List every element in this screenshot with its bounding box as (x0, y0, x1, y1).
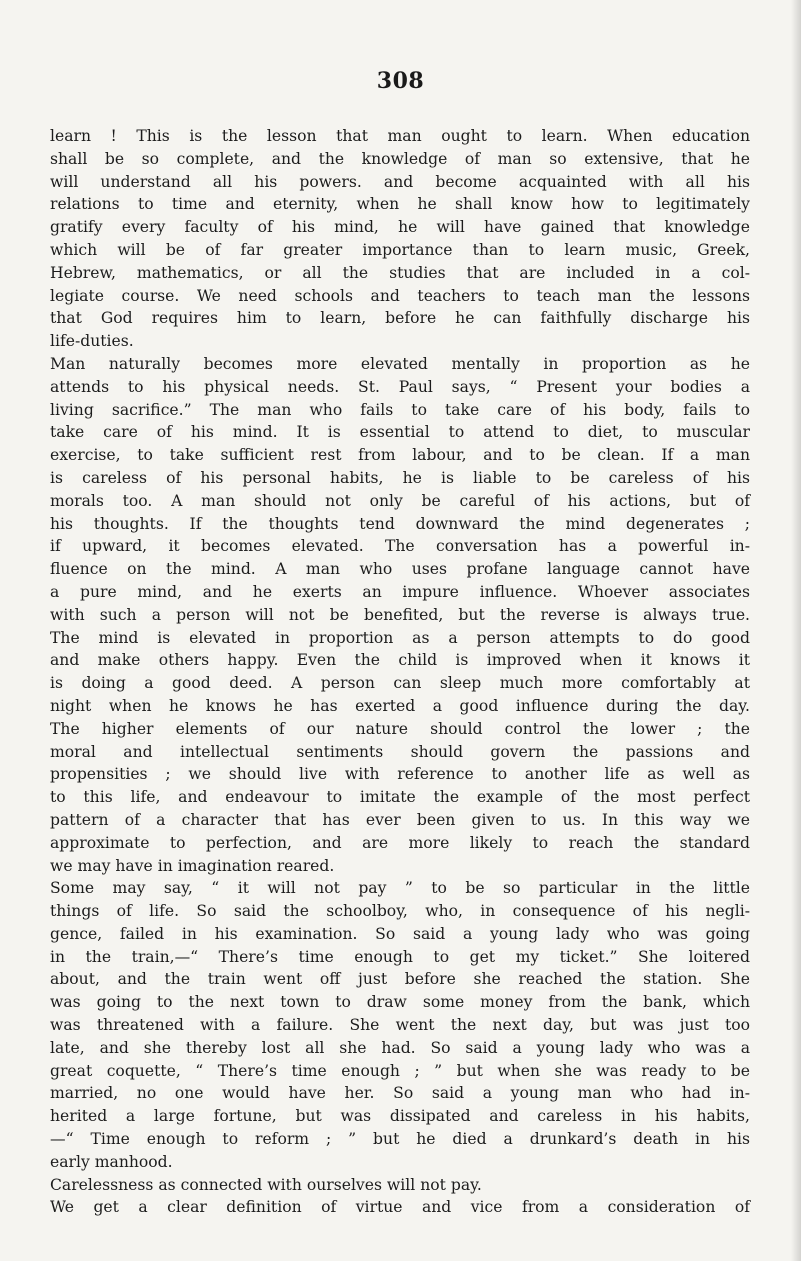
text-line: is careless of his personal habits, he is liable to be careless of his (50, 468, 750, 487)
text-line: propensities ; we should live with reference to another life as well as (50, 765, 750, 784)
text-line: The mind is elevated in proportion as a person attempts to do good (50, 628, 750, 647)
text-line: will understand all his powers. and become acquainted with all his (50, 172, 750, 191)
page-edge-shadow (791, 0, 801, 1261)
text-line: We get a clear definition of virtue and vice from a consideration of (50, 1198, 750, 1217)
text-line: learn ! This is the lesson that man ought to learn. When education (50, 127, 750, 145)
text-line: Man naturally becomes more elevated mentally in proportion as he (50, 354, 750, 373)
text-line: life-duties. (50, 332, 134, 351)
text-line: was going to the next town to draw some money from the bank, which (50, 993, 750, 1012)
text-line: early manhood. (50, 1152, 173, 1171)
text-line: which will be of far greater importance than to learn music, Greek, (50, 240, 750, 259)
text-line: in the train,—“ There’s time enough to get my ticket.” She loitered (50, 947, 750, 966)
page-number: 308 (376, 68, 425, 94)
text-line: was threatened with a failure. She went the next day, but was just too (50, 1016, 750, 1035)
text-line: and make others happy. Even the child is improved when it knows it (50, 651, 750, 670)
text-line: Hebrew, mathematics, or all the studies that are included in a col- (50, 263, 750, 282)
text-line: The higher elements of our nature should control the lower ; the (50, 719, 750, 738)
text-line: that God requires him to learn, before he can faithfully discharge his (50, 309, 750, 328)
text-line: gratify every faculty of his mind, he will have gained that knowledge (50, 218, 750, 237)
text-line: a pure mind, and he exerts an impure influence. Whoever associates (50, 582, 750, 601)
text-line: attends to his physical needs. St. Paul says, “ Present your bodies a (50, 377, 750, 396)
text-line: shall be so complete, and the knowledge of man so extensive, that he (50, 149, 750, 168)
text-line: take care of his mind. It is essential to attend to diet, to muscular (50, 423, 750, 442)
text-line: night when he knows he has exerted a good influence during the day. (50, 696, 750, 715)
text-line: Some may say, “ it will not pay ” to be so particular in the little (50, 879, 750, 898)
text-line: legiate course. We need schools and teachers to teach man the lessons (50, 286, 750, 305)
text-line: morals too. A man should not only be careful of his actions, but of (50, 491, 750, 510)
text-line: fluence on the mind. A man who uses profane language cannot have (50, 560, 750, 579)
text-line: if upward, it becomes elevated. The conversation has a powerful in- (50, 537, 750, 556)
text-line: we may have in imagination reared. (50, 856, 335, 875)
text-line: married, no one would have her. So said a young man who had in- (50, 1084, 750, 1103)
text-line: living sacrifice.” The man who fails to take care of his body, fails to (50, 400, 750, 419)
text-line: great coquette, “ There’s time enough ; ” but when she was ready to be (50, 1061, 750, 1080)
text-line: things of life. So said the schoolboy, who, in consequence of his negli- (50, 902, 750, 921)
text-line: with such a person will not be benefited, but the reverse is always true. (50, 605, 750, 624)
text-line: Carelessness as connected with ourselves will not pay. (50, 1175, 482, 1194)
text-line: gence, failed in his examination. So said a young lady who was going (50, 924, 750, 943)
text-line: herited a large fortune, but was dissipated and careless in his habits, (50, 1107, 750, 1126)
text-line: his thoughts. If the thoughts tend downward the mind degenerates ; (50, 514, 750, 533)
body-text (50, 125, 750, 1219)
text-line: about, and the train went off just before she reached the station. She (50, 970, 750, 989)
text-line: moral and intellectual sentiments should govern the passions and (50, 742, 750, 761)
text-line: to this life, and endeavour to imitate the example of the most perfect (50, 788, 750, 807)
text-line: relations to time and eternity, when he shall know how to legitimately (50, 195, 750, 214)
text-line: late, and she thereby lost all she had. So said a young lady who was a (50, 1038, 750, 1057)
text-line: exercise, to take sufficient rest from labour, and to be clean. If a man (50, 446, 750, 465)
text-line: is doing a good deed. A person can sleep much more comfortably at (50, 674, 750, 693)
text-line: pattern of a character that has ever been given to us. In this way we (50, 810, 750, 829)
text-line: approximate to perfection, and are more likely to reach the standard (50, 833, 750, 852)
text-line: —“ Time enough to reform ; ” but he died a drunkard’s death in his (50, 1130, 750, 1149)
